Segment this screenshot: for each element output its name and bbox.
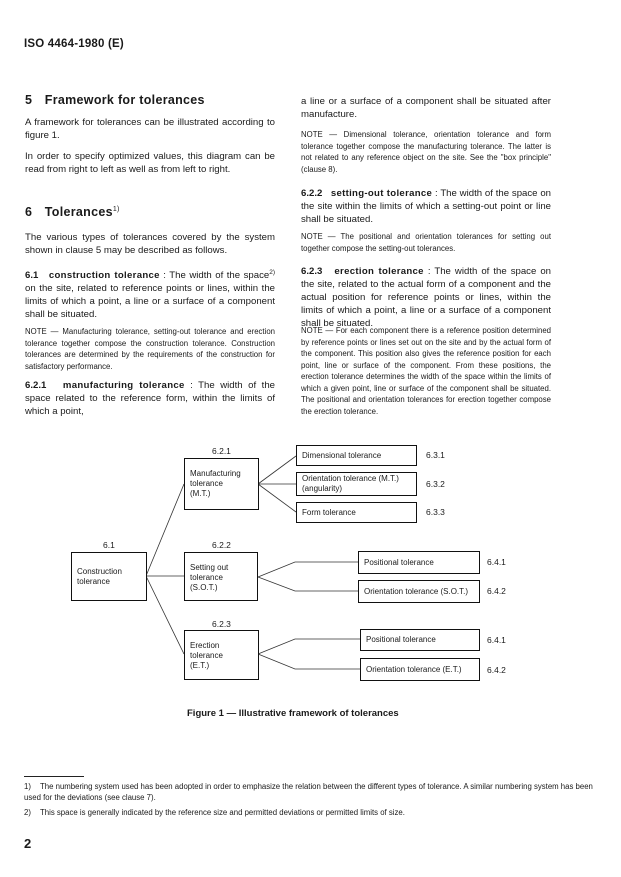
manufacturing-ref: 6.2.1 — [212, 446, 231, 456]
orientation-tolerance-et-box — [360, 658, 480, 681]
footnote-marker: 2) — [24, 808, 31, 817]
section-6-intro: The various types of tolerances covered by the system shown in clause 5 may be described as follows. — [25, 232, 275, 256]
footnote-2 — [24, 807, 604, 818]
page-number: 2 — [24, 836, 32, 851]
document-id-header: ISO 4464-1980 (E) — [24, 38, 124, 50]
clause-term: erection tolerance — [334, 266, 424, 277]
clause-text: on the site, related to reference points or lines, within the limits of which a point, a line or a surface of a component shall be situated. — [25, 283, 275, 321]
positional-tolerance-et-box — [360, 629, 480, 651]
section-number: 6 — [25, 205, 33, 219]
section-title: Framework for tolerances — [44, 93, 205, 107]
box-line: Construction — [77, 567, 122, 576]
clause-number: 6.1 — [25, 270, 39, 282]
dimensional-tolerance-box — [296, 445, 417, 466]
box-line: Form tolerance — [302, 507, 356, 517]
footnote-ref: 2) — [269, 269, 275, 276]
box-line: Positional tolerance — [364, 557, 434, 567]
construction-tolerance-box — [71, 552, 147, 601]
footnote-1 — [24, 781, 604, 803]
footnote-divider — [24, 776, 84, 777]
box-line: tolerance — [190, 573, 223, 582]
box-line: Orientation tolerance (S.O.T.) — [364, 586, 469, 596]
form-tolerance-box — [296, 502, 417, 523]
orientation-mt-ref: 6.3.2 — [426, 479, 445, 489]
box-line: (S.O.T.) — [190, 583, 218, 592]
clause-term: manufacturing tolerance — [62, 380, 185, 391]
setting-out-tolerance-box — [184, 552, 258, 601]
box-line: Manufacturing — [190, 469, 241, 478]
dimensional-ref: 6.3.1 — [426, 450, 445, 460]
clause-text: : The width of the space on the site, related to the actual form of a component and the actual position for reference points or lines, within the limits of which a point, a line or a surface of a component shall be situated. — [301, 266, 552, 329]
clause-text: : The width of the space on the site within the limits of which a setting-out point or line shall be situated. — [301, 188, 551, 225]
footnote-marker: 1) — [24, 782, 31, 791]
footnote-ref: 1) — [112, 205, 120, 213]
box-line: (E.T.) — [190, 661, 210, 670]
box-line: Orientation tolerance (E.T.) — [366, 664, 462, 674]
section-title: Tolerances — [44, 205, 113, 219]
manufacturing-tolerance-box — [184, 458, 259, 510]
erection-tolerance-box — [184, 630, 259, 680]
note-6-2-3: NOTE — For each component there is a reference position determined by reference points or lines set out on the site and by the actual form of the component. This position also gives the reference position for each point, line or surface of the component. From these positions, the erection tolerance determines the width of the space within the limits of which a given point, line or surface of the component shall be situated. The positional and orientation tolerances for erection together compose the erection tolerance. — [301, 326, 551, 416]
orientation-sot-ref: 6.4.2 — [487, 586, 506, 596]
construction-ref: 6.1 — [103, 540, 115, 550]
clause-number: 6.2.1 — [25, 380, 47, 391]
setting-out-ref: 6.2.2 — [212, 540, 231, 550]
box-line: (angularity) — [302, 484, 343, 493]
box-line: tolerance — [77, 577, 110, 586]
positional-et-ref: 6.4.1 — [487, 635, 506, 645]
note-6-2-2: NOTE — The positional and orientation tolerances for setting out together compose the setting-out tolerances. — [301, 232, 551, 253]
orientation-tolerance-sot-box — [358, 580, 480, 603]
clause-text: : The width of the space — [159, 270, 270, 282]
clause-number: 6.2.3 — [301, 266, 323, 277]
figure-caption: Figure 1 — Illustrative framework of tolerances — [187, 708, 399, 719]
footnote-text: This space is generally indicated by the reference size and permitted deviations or permitted limits of size. — [40, 808, 405, 817]
orientation-et-ref: 6.4.2 — [487, 665, 506, 675]
note-6-1: NOTE — Manufacturing tolerance, setting-out tolerance and erection tolerance together compose the construction tolerance. Construction tolerances are determined by the requirements of the construction for satisfactory performance. — [25, 327, 275, 371]
erection-ref: 6.2.3 — [212, 619, 231, 629]
positional-tolerance-sot-box — [358, 551, 480, 574]
box-line: Setting out — [190, 563, 229, 572]
clause-term: setting-out tolerance — [330, 188, 433, 199]
box-line: tolerance — [190, 479, 223, 488]
box-line: Orientation tolerance (M.T.) — [302, 474, 399, 483]
box-line: Dimensional tolerance — [302, 450, 382, 460]
clause-term: construction tolerance — [48, 270, 160, 282]
box-line: Positional tolerance — [366, 635, 436, 644]
box-line: tolerance — [190, 651, 223, 660]
section-number: 5 — [25, 93, 33, 107]
clause-number: 6.2.2 — [301, 188, 323, 199]
note-6-2-1: NOTE — Dimensional tolerance, orientation tolerance and form tolerance together compose the manufacturing tolerance. The latter is not related to any reference object on the site. See the "box principle" (clause 8). — [301, 130, 551, 174]
orientation-tolerance-mt-box — [296, 472, 417, 496]
box-line: (M.T.) — [190, 489, 211, 498]
form-ref: 6.3.3 — [426, 507, 445, 517]
box-line: Erection — [190, 641, 220, 650]
clause-text: : The width of the space related to the reference form, within the limits of which a point, — [25, 380, 276, 417]
section-5-paragraph-2: In order to specify optimized values, this diagram can be read from right to left as well as from left to right. — [25, 151, 275, 175]
clause-6-2-1-continuation: a line or a surface of a component shall be situated after manufacture. — [301, 96, 551, 120]
positional-sot-ref: 6.4.1 — [487, 557, 506, 567]
footnote-text: The numbering system used has been adopted in order to emphasize the relation between the different types of tolerance. A similar numbering system has been used for the deviations (see clause 7). — [24, 782, 593, 802]
section-5-paragraph-1: A framework for tolerances can be illustrated according to figure 1. — [25, 117, 275, 141]
